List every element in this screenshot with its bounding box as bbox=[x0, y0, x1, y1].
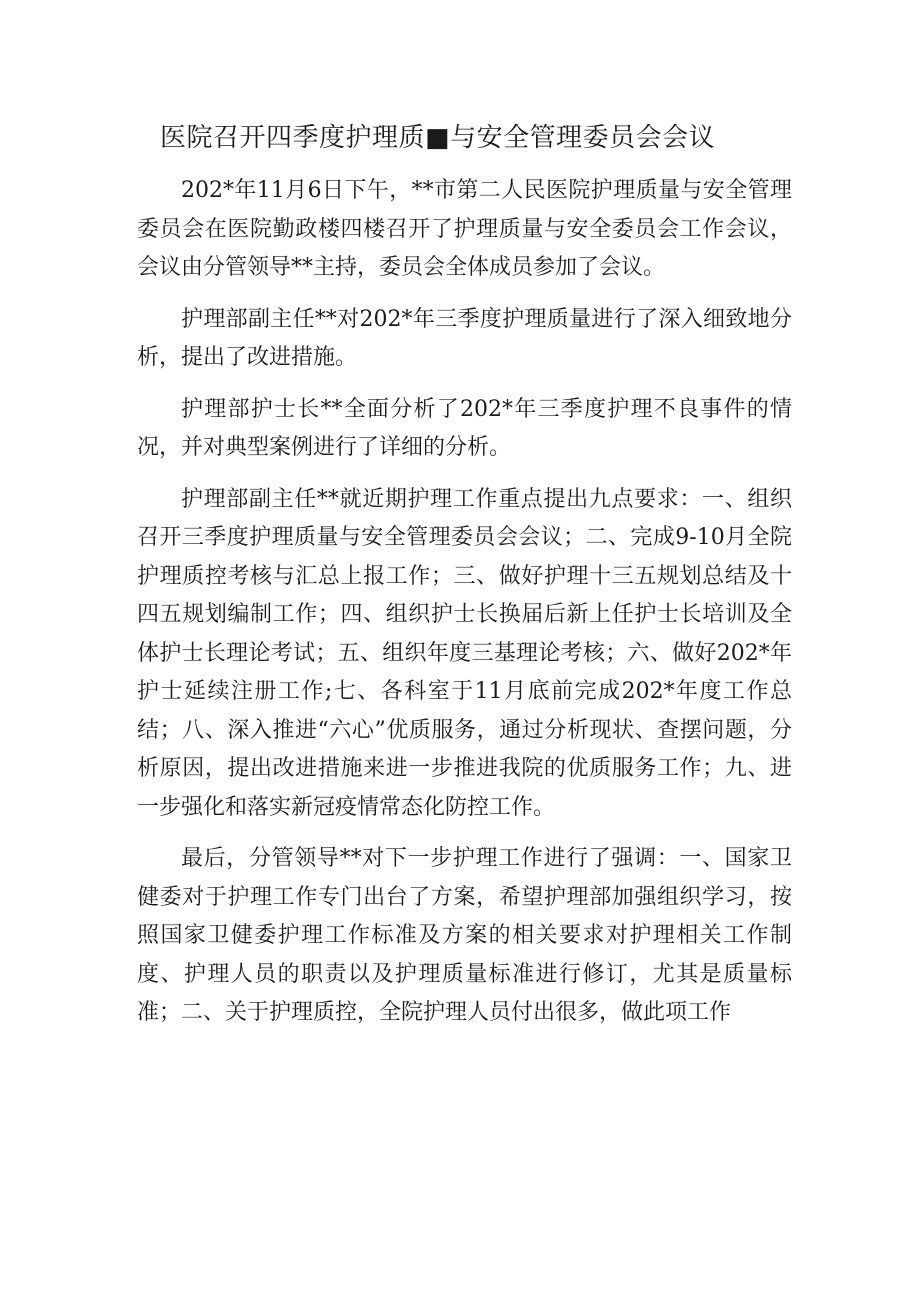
paragraph-2: 护理部副主任**对202*年三季度护理质量进行了深入细致地分析，提出了改进措施。 bbox=[137, 306, 792, 370]
paragraph-3: 护理部护士长**全面分析了202*年三季度护理不良事件的情况，并对典型案例进行了详细的分析。 bbox=[137, 396, 792, 460]
document-title: 医院召开四季度护理质■与安全管理委员会会议 bbox=[160, 123, 716, 153]
paragraph-4: 护理部副主任**就近期护理工作重点提出九点要求：一、组织召开三季度护理质量与安全管理委员会会议；二、完成9-10月全院护理质控考核与汇总上报工作；三、做好护理十三五规划总结及十四五规划编制工作；四、组织护士长换届后新上任护士长培训及全体护士长理论考试；五、组织年度三基理论考核；六、做好202*年护士延续注册工作;七、各科室于11月底前完成202*年度工作总结；八、深入推进“六心”优质服务，通过分析现状、查摆问题，分析原因，提出改进措施来进一步推进我院的优质服务工作；九、进一步强化和落实新冠疫情常态化防控工作。 bbox=[137, 486, 792, 820]
paragraph-5: 最后，分管领导**对下一步护理工作进行了强调：一、国家卫健委对于护理工作专门出台了方案，希望护理部加强组织学习，按照国家卫健委护理工作标准及方案的相关要求对护理相关工作制度、护理人员的职责以及护理质量标准进行修订，尤其是质量标准；二、关于护理质控，全院护理人员付出很多，做此项工作 bbox=[137, 846, 792, 1025]
paragraph-1: 202*年11月6日下午，**市第二人民医院护理质量与安全管理委员会在医院勤政楼四楼召开了护理质量与安全委员会工作会议，会议由分管领导**主持，委员会全体成员参加了会议。 bbox=[137, 178, 792, 280]
document-body bbox=[137, 172, 792, 1046]
